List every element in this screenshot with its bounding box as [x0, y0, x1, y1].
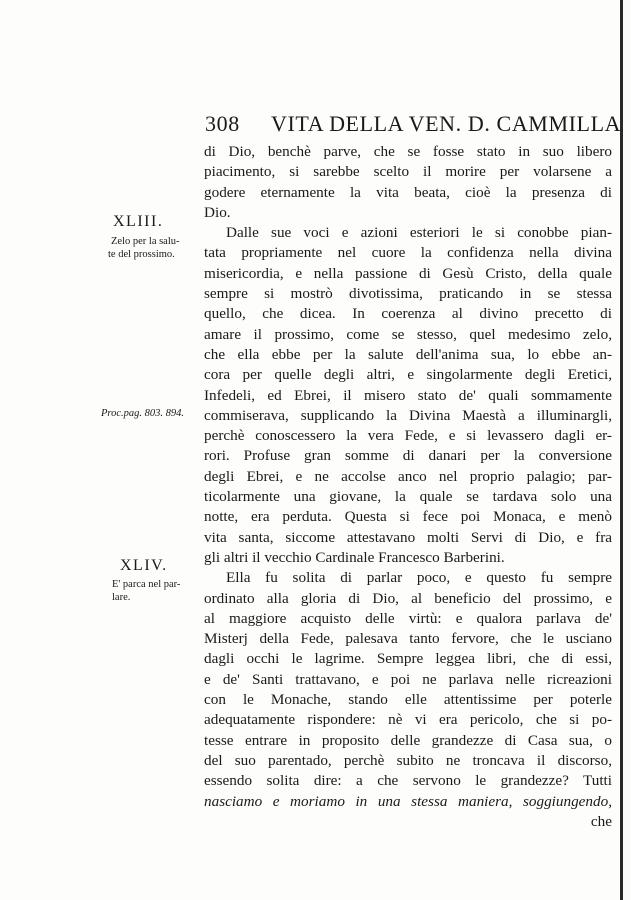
body-text [204, 142, 612, 832]
text-line: del suo parentado, perchè subito ne troncava il discorso, [204, 751, 612, 769]
text-line: tata propriamente nel cuore la confidenza nella divina [204, 244, 612, 262]
text-line: essendo solita dire: a che servono le grandezze? Tutti [204, 772, 612, 790]
text-line: piacimento, si sarebbe scelto il morire per volarsene a [204, 163, 612, 181]
text-line: che ella ebbe per la salute dell'anima sua, lo ebbe an- [204, 345, 612, 363]
margin-note-43-line-2: te del prossimo. [108, 249, 175, 260]
text-line: di Dio, benchè parve, che se fosse stato in suo libero [204, 143, 612, 160]
margin-note-43-line-1: Zelo per la salu- [111, 236, 180, 247]
section-number-43: XLIII. [113, 213, 164, 230]
text-line: degli Ebrei, e ne accolse anco nel proprio palagio; par- [204, 467, 612, 485]
text-line: con le Monache, stando elle attentissime per poterle [204, 691, 612, 709]
running-title: VITA DELLA VEN. D. CAMMILLA [271, 111, 622, 136]
margin-note-44-line-1: E' parca nel par- [112, 579, 181, 590]
text-line: Misterj della Fede, palesava tanto fervore, che le usciano [204, 630, 612, 648]
text-line: cora per quelle degli altri, e singolarmente degli Eretici, [204, 366, 612, 384]
text-line: Dio. [204, 203, 231, 221]
text-line: adequatamente rispondere: nè vi era pericolo, che si po- [204, 711, 612, 729]
text-line: tesse entrare in proposito delle grandezze di Casa sua, o [204, 731, 612, 749]
text-line: ticolarmente una giovane, la quale se tardava solo una [204, 488, 612, 506]
text-line: vita santa, siccome attestavano molti Servi di Dio, e fra [204, 528, 612, 546]
text-line: misericordia, e nella passione di Gesù Cristo, della quale [204, 264, 612, 282]
text-line: sempre si mostrò divotissima, praticando in se stessa [204, 285, 612, 303]
catchword: che [590, 812, 612, 830]
running-header [205, 111, 622, 139]
text-line: Infedeli, ed Ebrei, il misero stato de' quali sommamente [204, 386, 612, 404]
text-line-italic: nasciamo e moriamo in una stessa maniera, soggiungendo, [204, 792, 612, 810]
text-line: ordinato alla gloria di Dio, al beneficio del prossimo, e [204, 589, 612, 607]
text-line: dagli occhi le lagrime. Sempre leggea libri, che di essi, [204, 650, 612, 668]
text-line: amare il prossimo, come se stesso, quel medesimo zelo, [204, 325, 612, 343]
section-number-44: XLIV. [120, 557, 168, 574]
text-line: al maggiore acquisto delle virtù: e qualora parlava de' [204, 609, 612, 627]
text-line: rori. Profuse gran somme di danari per la conversione [204, 447, 612, 465]
text-line: quello, che dicea. In coerenza al divino precetto di [204, 305, 612, 323]
text-line: commiserava, supplicando la Divina Maestà a illuminargli, [204, 406, 612, 424]
text-line: perchè conoscessero la vera Fede, e si levassero dagli er- [204, 427, 612, 445]
text-line: e de' Santi trattavano, e poi ne parlava nelle ricreazioni [204, 670, 612, 688]
text-line: gli altri il vecchio Cardinale Francesco Barberini. [204, 548, 505, 566]
process-reference: Proc.pag. 803. 894. [101, 408, 185, 419]
text-line: Dalle sue voci e azioni esteriori le si conobbe pian- [226, 224, 612, 242]
text-line: Ella fu solita di parlar poco, e questo fu sempre [226, 569, 612, 587]
page-number: 308 [205, 111, 240, 136]
text-line: godere eternamente la vita beata, cioè la presenza di [204, 183, 612, 201]
margin-note-44-line-2: lare. [112, 592, 131, 603]
text-line: notte, era perduta. Questa si fece poi Monaca, e menò [204, 508, 612, 526]
